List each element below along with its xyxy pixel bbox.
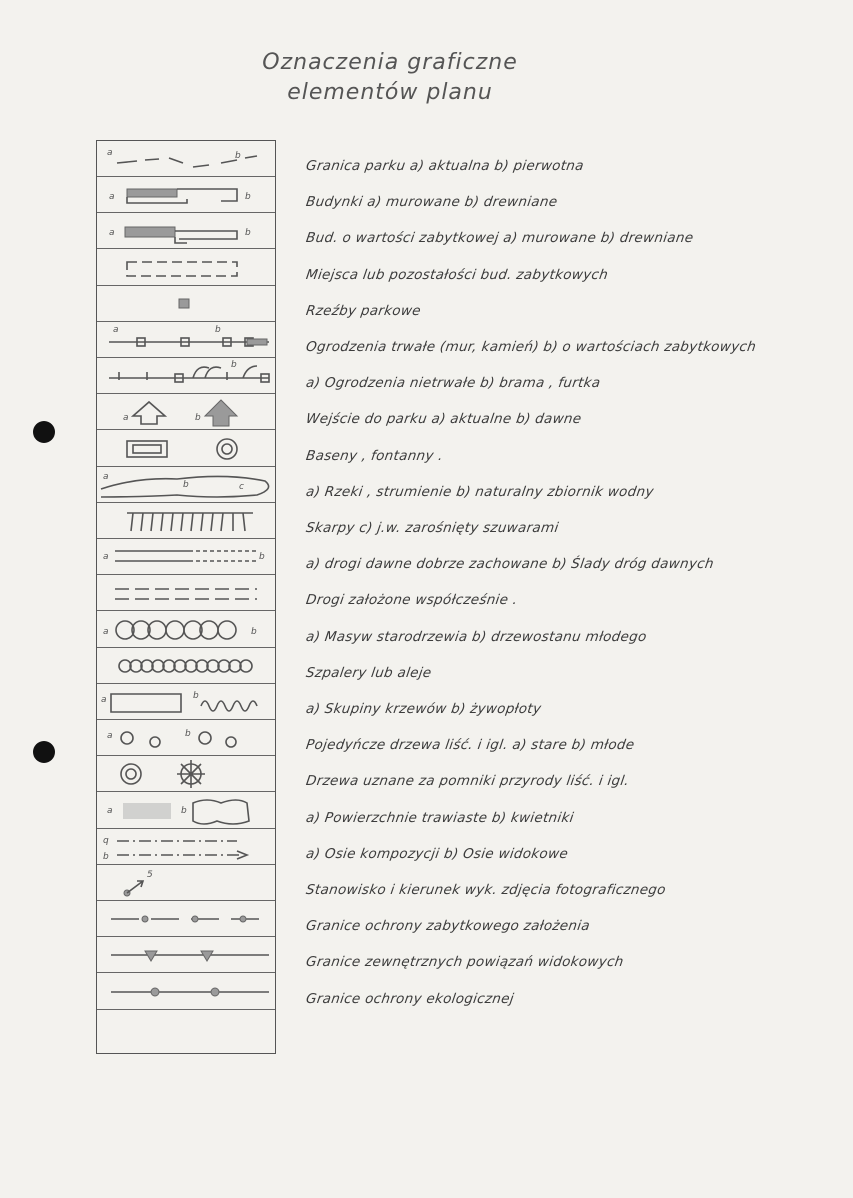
legend-symbol — [97, 937, 275, 973]
symbol-letter: a — [101, 695, 107, 705]
legend-symbol-row — [97, 358, 275, 394]
symbol-letter: b — [251, 626, 257, 637]
symbol-letter: b — [181, 805, 187, 816]
legend-label: Rzeźby parkowe — [305, 302, 422, 319]
legend-symbol-row — [97, 720, 275, 756]
legend-label: Bud. o wartości zabytkowej a) murowane b) drewniane — [305, 230, 695, 247]
page-title-line-1: Oznaczenia graficzne — [262, 50, 518, 75]
legend-symbol-row — [97, 793, 275, 829]
symbol-letter: a — [109, 192, 115, 203]
symbol-letter: b — [245, 192, 251, 203]
legend-symbol-row — [97, 286, 275, 322]
legend-symbol — [97, 394, 275, 430]
legend-symbol — [97, 901, 275, 937]
legend-symbol — [97, 213, 275, 249]
legend-symbol-row — [97, 937, 275, 973]
legend-symbol-row — [97, 141, 275, 177]
legend-label: a) drogi dawne dobrze zachowane b) Ślady dróg dawnych — [305, 556, 715, 573]
legend-symbol-row — [97, 612, 275, 648]
legend-label: Granice ochrony ekologicznej — [305, 990, 515, 1007]
legend-symbol-row — [97, 1010, 275, 1054]
punch-hole-top — [33, 421, 55, 443]
legend-label: Granica parku a) aktualna b) pierwotna — [305, 158, 585, 174]
legend-symbol-row — [97, 539, 275, 575]
legend-label: Skarpy c) j.w. zarośnięty szuwarami — [305, 520, 560, 536]
symbol-letter: a — [107, 805, 113, 816]
legend-symbol — [97, 756, 275, 792]
page-title-line-2: elementów planu — [287, 80, 493, 105]
legend-symbol — [97, 865, 275, 901]
symbol-letter: b — [245, 228, 251, 239]
symbol-letter: b — [193, 691, 199, 701]
legend-label: Stanowisko i kierunek wyk. zdjęcia fotograficznego — [305, 882, 667, 898]
symbol-letter: q — [103, 835, 109, 846]
legend-symbol — [97, 467, 275, 503]
legend-symbol — [97, 431, 275, 467]
symbol-letter: b — [185, 729, 191, 740]
legend-label: a) Skupiny krzewów b) żywopłoty — [305, 701, 543, 717]
legend-label: Ogrodzenia trwałe (mur, kamień) b) o wartościach zabytkowych — [305, 339, 758, 355]
symbol-letter: a — [113, 325, 119, 335]
legend-symbol-row — [97, 829, 275, 865]
legend-label: a) Osie kompozycji b) Osie widokowe — [305, 845, 570, 862]
legend-symbol-row — [97, 503, 275, 539]
legend-label: Miejsca lub pozostałości bud. zabytkowych — [305, 266, 610, 283]
legend-symbol-row — [97, 467, 275, 503]
symbol-letter: b — [215, 325, 221, 335]
legend-label: Drzewa uznane za pomniki przyrody liść. i igl. — [305, 773, 631, 790]
legend-symbol — [97, 575, 275, 611]
legend-label: a) Powierzchnie trawiaste b) kwietniki — [305, 809, 575, 826]
legend-symbol — [97, 720, 275, 756]
legend-symbol — [97, 177, 275, 213]
symbol-letter: a — [107, 731, 113, 742]
legend-label: Pojedyńcze drzewa liść. i igl. a) stare b) młode — [305, 737, 636, 754]
legend-symbol-row — [97, 575, 275, 611]
legend-symbol-row — [97, 684, 275, 720]
legend-symbol — [97, 286, 275, 322]
legend-symbol — [97, 793, 275, 829]
legend-symbol-row — [97, 865, 275, 901]
symbol-letter: a — [103, 626, 109, 637]
legend-label: Wejście do parku a) aktualne b) dawne — [305, 411, 583, 428]
legend-symbol-row — [97, 901, 275, 937]
legend-symbol — [97, 250, 275, 286]
legend-label: a) Ogrodzenia nietrwałe b) brama , furtka — [305, 375, 602, 392]
symbol-letter: a — [107, 148, 113, 158]
legend-symbol-row — [97, 974, 275, 1010]
legend-symbol — [97, 358, 275, 394]
legend-symbol — [97, 684, 275, 720]
legend-symbol-row — [97, 431, 275, 467]
symbol-letter: b — [231, 360, 237, 371]
legend-label: a) Masyw starodrzewia b) drzewostanu młodego — [305, 628, 648, 645]
symbol-letter: 5 — [147, 870, 153, 880]
legend-symbol — [97, 503, 275, 539]
symbol-letter: a — [123, 413, 129, 424]
symbol-letter: b — [259, 552, 265, 563]
legend-symbol — [97, 539, 275, 575]
legend-label: Granice zewnętrznych powiązań widokowych — [305, 954, 625, 971]
symbol-letter: b — [103, 851, 109, 862]
legend-symbol — [97, 612, 275, 648]
legend-symbol — [97, 322, 275, 358]
legend-label: Granice ochrony zabytkowego założenia — [305, 918, 592, 935]
legend-symbol — [97, 829, 275, 865]
legend-symbol-row — [97, 322, 275, 358]
legend-symbol-row — [97, 213, 275, 249]
legend-label: a) Rzeki , strumienie b) naturalny zbiornik wodny — [305, 483, 655, 500]
legend-symbol — [97, 1010, 275, 1046]
punch-hole-bottom — [33, 741, 55, 763]
legend-symbol-row — [97, 756, 275, 792]
symbol-letter: b — [183, 479, 189, 490]
legend-label: Drogi założone współcześnie . — [305, 592, 519, 609]
symbol-letter: b — [235, 151, 241, 161]
symbol-letter: a — [103, 471, 109, 482]
legend-label: Szpalery lub aleje — [305, 664, 433, 681]
symbol-letter: c — [239, 481, 244, 492]
legend-symbol-row — [97, 177, 275, 213]
legend-symbol — [97, 648, 275, 684]
legend-label: Budynki a) murowane b) drewniane — [305, 194, 559, 211]
legend-symbol — [97, 974, 275, 1010]
legend-symbol-row — [97, 250, 275, 286]
symbol-letter: b — [195, 413, 201, 424]
legend-symbols-table — [96, 140, 276, 1054]
legend-symbol — [97, 141, 275, 177]
symbol-letter: a — [103, 552, 109, 563]
symbol-letter: a — [109, 228, 115, 239]
legend-label: Baseny , fontanny . — [305, 447, 445, 464]
legend-symbol-row — [97, 394, 275, 430]
legend-symbol-row — [97, 648, 275, 684]
